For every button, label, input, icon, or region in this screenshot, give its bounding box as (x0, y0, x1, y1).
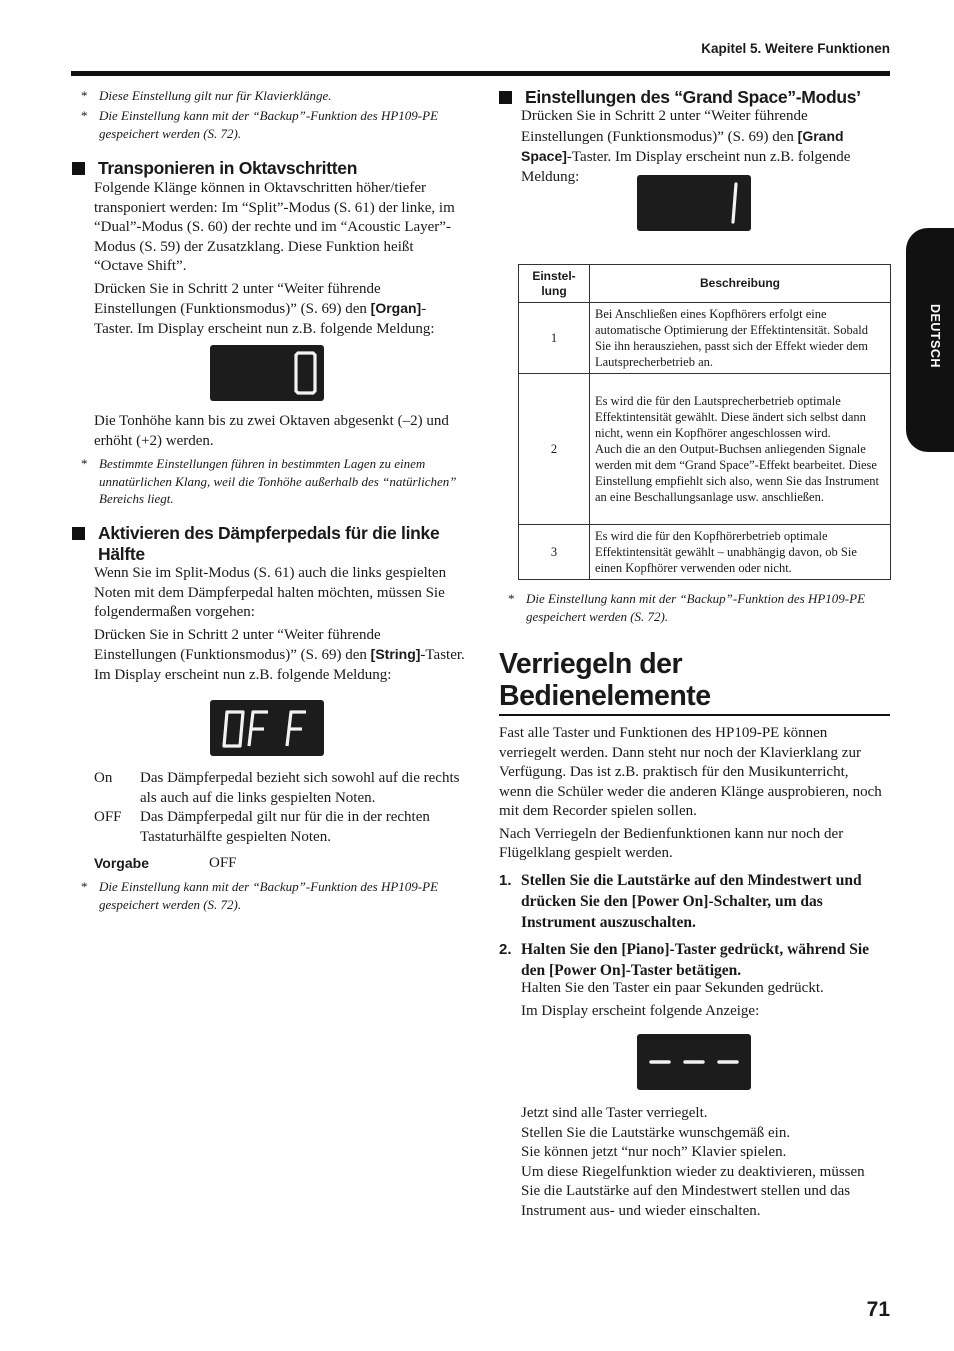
grand-space-table (518, 264, 891, 580)
language-tab-label: DEUTSCH (928, 304, 942, 368)
display-locked (637, 1034, 751, 1090)
section-heading-grand-space: Einstellungen des “Grand Space”-Modus’ (499, 87, 889, 109)
note-backup-3: * Die Einstellung kann mit der “Backup”-Funktion des HP109-PE gespeichert werden (S. 72). (508, 591, 866, 624)
heading-square-icon (499, 91, 512, 104)
default-row (94, 854, 466, 874)
note-backup-2: * Die Einstellung kann mit der “Backup”-Funktion des HP109-PE gespeichert werden (S. 72). (81, 879, 439, 912)
table-header-row (519, 265, 891, 303)
lcd-digits (637, 175, 751, 231)
unlock-text: Jetzt sind alle Taster verriegelt. Stellen Sie die Lautstärke wunschgemäß ein. Sie können jetzt “nur noch” Klavier spielen. Um diese Riegelfunktion wieder zu deaktivieren, müssen Sie die Lautstärke auf den Mindestwert stellen und das Instrument aus- und wieder einschalten. (521, 1105, 865, 1219)
transpose-range-text: Die Tonhöhe kann bis zu zwei Oktaven abgesenkt (–2) und erhöht (+2) werden. (94, 413, 449, 449)
language-tab (906, 228, 954, 452)
table-cell-value: 1 (519, 303, 590, 374)
damper-text: Wenn Sie im Split-Modus (S. 61) auch die links gespielten Noten mit dem Dämpferpedal halten möchten, müssen Sie folgendermaßen vorgehen: Drücken Sie in Schritt 2 unter “Weiter führende Einstellungen (Funktionsmodus)” (S. 69) den [String]-Taster. Im Display erscheint nun z.B. folgende Meldung: (94, 565, 465, 683)
heading-square-icon (72, 527, 85, 540)
note-unnatural: * Bestimmte Einstellungen führen in bestimmten Lagen zu einem unnatürlichen Klang, weil die Tonhöhe außerhalb des “natürlichen” Bereichs liegt. (81, 456, 457, 506)
option-key: OFF (94, 809, 122, 825)
option-desc: Das Dämpferpedal gilt nur für die in der rechten Tastaturhälfte gespielten Noten. (140, 809, 430, 845)
section-title-lock: Verriegeln der Bedienelemente (499, 648, 711, 712)
option-off (94, 808, 466, 848)
option-key: On (94, 770, 113, 786)
option-desc: Das Dämpferpedal bezieht sich sowohl auf die rechts als auch auf die links gespielten Noten. (140, 770, 460, 806)
heading-square-icon (72, 162, 85, 175)
section-heading-damper: Aktivieren des Dämpferpedals für die linke Hälfte (72, 523, 472, 567)
table-header-description: Beschreibung (590, 265, 891, 303)
note-backup-1: * Die Einstellung kann mit der “Backup”-Funktion des HP109-PE gespeichert werden (S. 72). (81, 108, 439, 141)
lcd-digit-1 (733, 184, 736, 222)
default-value: OFF (209, 855, 237, 871)
table-cell-value: 2 (519, 374, 590, 525)
table-row (519, 303, 891, 374)
default-label: Vorgabe (94, 855, 149, 871)
option-on (94, 769, 466, 809)
transpose-text: Folgende Klänge können in Oktavschritten höher/tiefer transponiert werden: Im “Split”-Modus (S. 61) der linke, im “Dual”-Modus (S. 60) der rechte und im “Acoustic Layer”-Modus (S. 59) der Zusatzklang. Diese Funktion heißt “Octave Shift”. Drücken Sie in Schritt 2 unter “Weiter führende Einstellungen (Funktionsmodus)” (S. 69) den [Organ]-Taster. Im Display erscheint nun z.B. folgende Meldung: (94, 180, 455, 337)
title-underline (499, 714, 890, 716)
display-octave-shift (210, 345, 324, 401)
display-grand-space (637, 175, 751, 231)
table-cell-desc: Es wird die für den Kopfhörerbetrieb optimale Effektintensität gewählt – unabhängig davon, ob Sie einen Kopfhörer verwenden oder nicht. (590, 525, 891, 580)
step-2-details: Halten Sie den Taster ein paar Sekunden gedrückt. Im Display erscheint folgende Anzeige: (521, 980, 824, 1019)
lcd-digit-0 (296, 353, 315, 393)
table-cell-desc: Es wird die für den Lautsprecherbetrieb optimale Effektintensität gewählt. Diese ändert sich selbst dann nicht, wenn ein Kopfhörer angeschlossen wird. Auch die an den Output-Buchsen anliegenden Signale werden mit dem “Grand Space”-Effekt bearbeitet. Diese Einstellung empfiehlt sich also, wenn Sie das Instrument an eine Beschallungsanlage usw. anschließen. (590, 374, 891, 525)
lcd-digit-o (224, 712, 243, 746)
lcd-digits (210, 345, 324, 401)
note-piano-only: * Diese Einstellung gilt nur für Klavierklänge. (81, 88, 332, 103)
table-row (519, 374, 891, 525)
step-1-text: Stellen Sie die Lautstärke auf den Mindestwert und drücken Sie den [Power On]-Schalter, um das Instrument auszuschalten. (521, 872, 862, 931)
page-number: 71 (866, 1298, 890, 1321)
chapter-title: Kapitel 5. Weitere Funktionen (701, 41, 890, 56)
lock-intro-text: Fast alle Taster und Funktionen des HP109-PE können verriegelt werden. Dann steht nur noch der Klavierklang zur Verfügung. Das ist z.B. praktisch für den Musikunterricht, wenn die Schüler weder die anderen Klänge ausprobieren, noch mit dem Recorder spielen sollen. Nach Verriegeln der Bedienfunktionen kann nur noch der Flügelklang gespielt werden. (499, 725, 882, 861)
table-cell-desc: Bei Anschließen eines Kopfhörers erfolgt eine automatische Optimierung der Effektintensität. Sobald Sie ihn herausziehen, passt sich der Effekt wieder dem Lautsprecherbetrieb an. (590, 303, 891, 374)
display-damper-off (210, 700, 324, 756)
step-2-number: 2. (499, 941, 512, 958)
lcd-digits (210, 700, 324, 756)
section-heading-transpose: Transponieren in Oktavschritten (72, 158, 472, 180)
step-2-text: Halten Sie den [Piano]-Taster gedrückt, während Sie den [Power On]-Taster betätigen. (521, 941, 870, 979)
table-cell-value: 3 (519, 525, 590, 580)
step-1-number: 1. (499, 872, 512, 889)
header-rule (71, 71, 890, 76)
grand-space-text: Drücken Sie in Schritt 2 unter “Weiter führende Einstellungen (Funktionsmodus)” (S. 69) den [Grand Space]-Taster. Im Display erscheint nun z.B. folgende Meldung: (521, 108, 851, 185)
table-row (519, 525, 891, 580)
lcd-digits (637, 1034, 751, 1090)
table-header-setting: Einstel- lung (519, 265, 590, 303)
